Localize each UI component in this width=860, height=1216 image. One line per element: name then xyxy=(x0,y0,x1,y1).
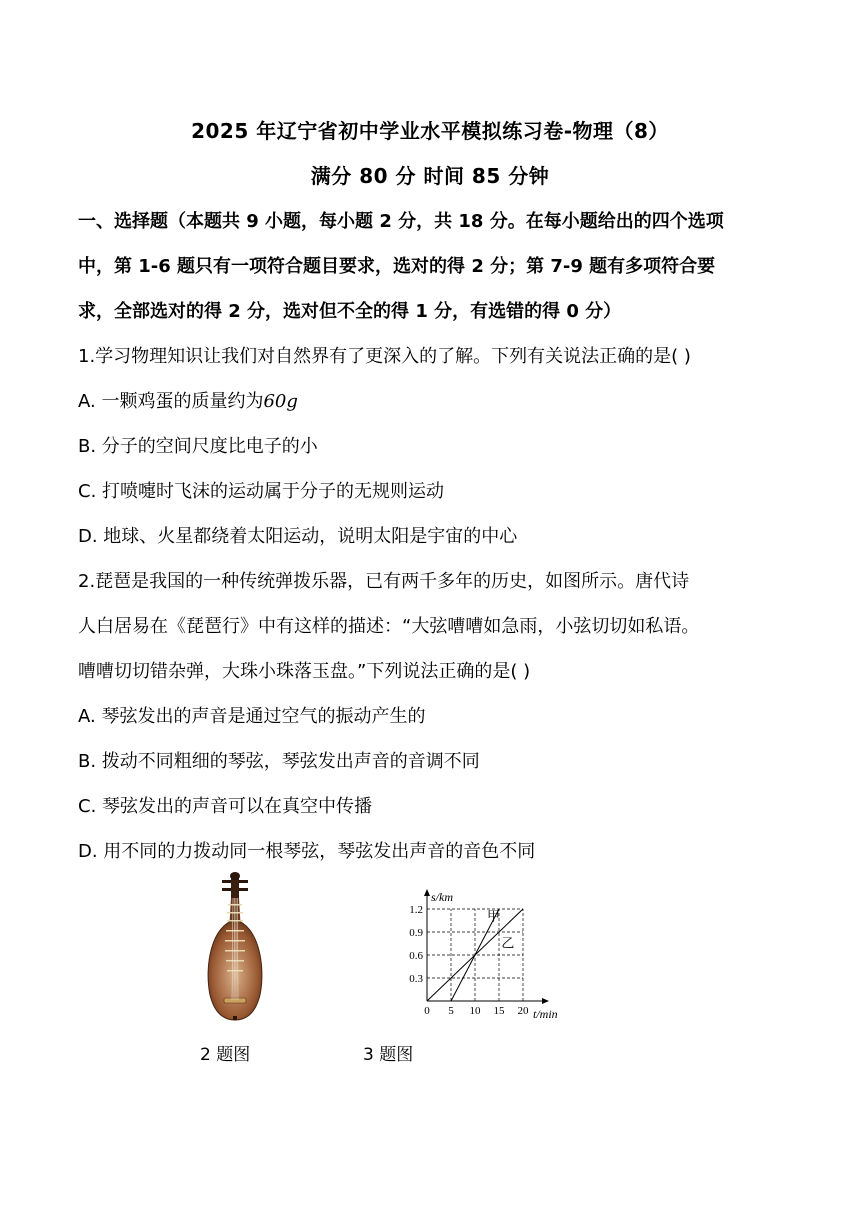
x-tick-label: 10 xyxy=(469,1005,481,1017)
y-tick-label: 0.9 xyxy=(409,927,423,939)
y-tick-label: 0.6 xyxy=(409,950,423,962)
x-axis-arrow xyxy=(542,998,549,1004)
y-tick-label: 0.3 xyxy=(409,973,423,985)
x-tick-label: 20 xyxy=(517,1005,529,1017)
st-graph xyxy=(395,880,580,1025)
exam-subtitle: 满分 80 分 时间 85 分钟 xyxy=(310,164,550,188)
q2-stem-line-2: 人白居易在《琵琶行》中有这样的描述：“大弦嘈嘈如急雨，小弦切切如私语。 xyxy=(78,616,700,637)
section-heading-line-3: 求，全部选对的得 2 分，选对但不全的得 1 分，有选错的得 0 分） xyxy=(78,301,622,322)
pipa-illustration xyxy=(200,870,270,1025)
q2-stem-line-3: 嘈嘈切切错杂弹，大珠小珠落玉盘。”下列说法正确的是( ) xyxy=(78,661,531,682)
q1-option-a-text: A. 一颗鸡蛋的质量约为 xyxy=(78,391,264,412)
section-heading-line-2: 中，第 1-6 题只有一项符合题目要求，选对的得 2 分；第 7-9 题有多项符合要 xyxy=(78,256,716,277)
y-tick-label: 1.2 xyxy=(409,904,423,916)
q1-option-c: C. 打喷嚏时飞沫的运动属于分子的无规则运动 xyxy=(78,481,445,502)
series-label-jia: 甲 xyxy=(487,908,501,924)
x-tick-label: 5 xyxy=(448,1005,454,1017)
exam-title: 2025 年辽宁省初中学业水平模拟练习卷-物理（8） xyxy=(191,119,669,143)
series-label-yi: 乙 xyxy=(501,935,515,951)
x-tick-label: 0 xyxy=(424,1005,430,1017)
y-axis-arrow xyxy=(424,889,430,896)
q2-option-a: A. 琴弦发出的声音是通过空气的振动产生的 xyxy=(78,706,426,727)
q2-stem-line-1: 2.琵琶是我国的一种传统弹拨乐器，已有两千多年的历史，如图所示。唐代诗 xyxy=(78,571,690,592)
y-axis-label: s/km xyxy=(431,890,453,904)
q1-option-a xyxy=(78,387,298,413)
q1-option-d: D. 地球、火星都绕着太阳运动，说明太阳是宇宙的中心 xyxy=(78,526,518,547)
q1-option-b: B. 分子的空间尺度比电子的小 xyxy=(78,436,318,457)
q2-option-b: B. 拨动不同粗细的琴弦，琴弦发出声音的音调不同 xyxy=(78,751,480,772)
x-tick-label: 15 xyxy=(493,1005,505,1017)
figure-2-caption: 2 题图 xyxy=(200,1045,251,1065)
section-heading-line-1: 一、选择题（本题共 9 小题，每小题 2 分，共 18 分。在每小题给出的四个选项 xyxy=(78,211,724,232)
q2-option-c: C. 琴弦发出的声音可以在真空中传播 xyxy=(78,796,373,817)
figure-3-caption: 3 题图 xyxy=(363,1045,414,1065)
q2-option-d: D. 用不同的力拨动同一根琴弦，琴弦发出声音的音色不同 xyxy=(78,841,536,862)
q1-option-a-math: 60g xyxy=(263,391,298,412)
q1-stem: 1.学习物理知识让我们对自然界有了更深入的了解。下列有关说法正确的是( ) xyxy=(78,346,691,367)
x-axis-label: t/min xyxy=(533,1007,558,1021)
